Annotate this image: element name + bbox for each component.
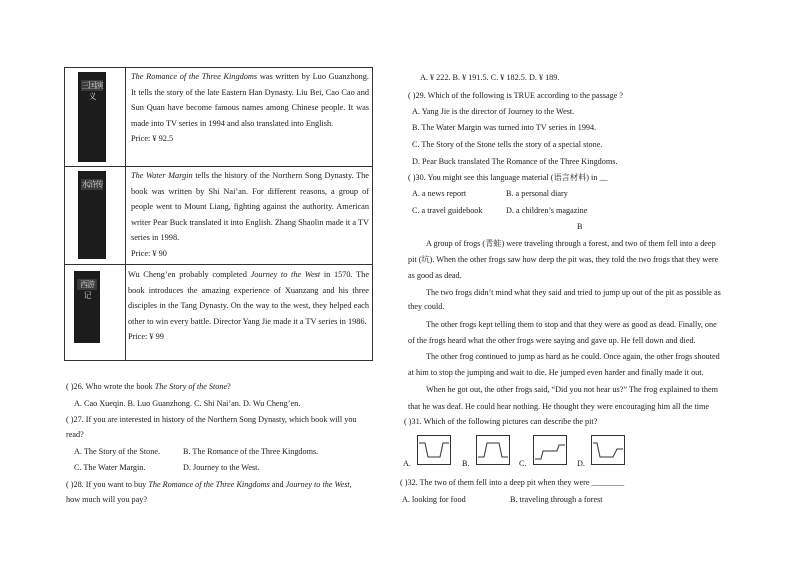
picture-option-label: D. [577,459,585,468]
book-price: Price: ¥ 92.5 [131,134,174,144]
book-title: Journey to the West [250,270,321,279]
passage-line: When he got out, the other frogs said, “Did you not hear us?” The frog explained to them [426,385,719,394]
question-28-options: A. ¥ 222. B. ¥ 191.5. C. ¥ 182.5. D. ¥ 189. [420,73,560,82]
question-26-options: A. Cao Xueqin. B. Luo Guanzhong. C. Shi Nai’an. D. Wu Cheng’en. [74,399,301,408]
book-description [131,168,369,262]
table-row-divider [64,264,373,265]
question-30-option-c: C. a travel guidebook [412,206,483,215]
question-31-stem: ( )31. Which of the following pictures can describe the pit? [404,417,598,426]
question-29-option-a: A. Yang Jie is the director of Journey to the West. [412,107,575,116]
question-30-option-d: D. a children’s magazine [506,206,588,215]
pit-picture-a [417,435,451,465]
book-price: Price: ¥ 99 [128,332,164,342]
passage-line: pit (坑). When the other frogs saw how deep the pit was, they told the two frogs that they were [408,255,719,264]
question-29-stem: ( )29. Which of the following is TRUE according to the passage ? [408,91,624,100]
passage-line: The other frog continued to jump as hard as he could. Once again, the other frogs shouted [426,352,720,361]
question-28-stem: ( )28. If you want to buy The Romance of the Three Kingdoms and Journey to the West, [66,480,352,489]
book-description-pre: Wu Cheng’en probably completed [128,270,247,279]
book-cover-image [78,72,106,162]
question-27-option-a: A. The Story of the Stone. [74,447,161,456]
section-heading: B [577,222,583,231]
book-description [128,267,369,345]
question-29-option-c: C. The Story of the Stone tells the story of a special stone. [412,140,603,149]
question-32-option-b: B. traveling through a forest [510,495,603,504]
book-description-text: was written by Luo Guanzhong. It tells the story of the late Eastern Han Dynasty. Liu Bei, Cao Cao and Sun Quan have become famous names among Chinese people. It was made into TV series in 1994 and also translated into English. [131,72,369,128]
table-row-divider [64,166,373,167]
book-title: The Romance of the Three Kingdoms [131,72,258,81]
book-description [131,69,369,147]
question-26: ( )26. Who wrote the book The Story of the Stone? [66,382,231,391]
passage-line: The other frogs kept telling them to stop and that they were as good as dead. Finally, one [426,320,717,329]
question-29-option-d: D. Pear Buck translated The Romance of the Three Kingdoms. [412,157,618,166]
pit-picture-c [533,435,567,465]
question-30-option-a: A. a news report [412,189,467,198]
passage-line: The two frogs didn’t mind what they said and tried to jump up out of the pit as possible as [426,288,721,297]
question-27-stem: ( )27. If you are interested in history of the Northern Song Dynasty, which book will you [66,415,357,424]
passage-line: A group of frogs (青蛙) were traveling through a forest, and two of them fell into a deep [426,239,716,248]
question-30-option-b: B. a personal diary [506,189,568,198]
picture-option-label: A. [403,459,411,468]
book-description-text: in 1570. The book introduces the amazing experience of Xuanzang and his three disciples in the Tang Dynasty. On the way to the west, they helped each other to win every battle. Director Yang Jie made it a TV series in 1986. [128,270,370,326]
book-cover-title: 西游记 [77,279,97,290]
passage-line: as good as dead. [408,271,462,280]
question-32-option-a: A. looking for food [402,495,466,504]
question-27-option-c: C. The Water Margin. [74,463,146,472]
question-28-stem-line2: how much will you pay? [66,495,147,504]
book-title: The Water Margin [131,171,193,180]
picture-option-label: B. [462,459,470,468]
passage-line: at him to stop the jumping and wait to die. He jumped even harder and finally made it out. [408,368,704,377]
passage-line: they could. [408,302,445,311]
picture-option-label: C. [519,459,527,468]
passage-line: that he was deaf. He could hear nothing. He thought they were encouraging him all the time [408,402,710,411]
book-cover-image [78,171,106,259]
passage-line: of the frogs heard what the other frogs were saying and gave up. He fell down and died. [408,336,696,345]
question-30-stem: ( )30. You might see this language material (语言材料) in __ [408,173,608,182]
book-cover-image [74,271,100,343]
book-cover-title: 三国演义 [81,81,103,101]
question-27-stem-line2: read? [66,430,84,439]
question-32-stem: ( )32. The two of them fell into a deep pit when they were ________ [400,478,625,487]
book-price: Price: ¥ 90 [131,248,167,258]
question-29-option-b: B. The Water Margin was turned into TV series in 1994. [412,123,597,132]
table-column-divider [125,67,126,361]
pit-picture-d [591,435,625,465]
book-cover-title: 水浒传 [81,180,103,189]
question-27-option-d: D. Journey to the West. [183,463,260,472]
book-description-text: tells the history of the Northern Song Dynasty. The book was written by Shi Nai’an. For different reasons, a group of people went to Mount Liang, fighting against the authority. American writer Pear Buck translated it into English. Zhang Shaolin made it a TV series in 1998. [131,171,369,243]
question-27-option-b: B. The Romance of the Three Kingdoms. [183,447,319,456]
pit-picture-b [476,435,510,465]
